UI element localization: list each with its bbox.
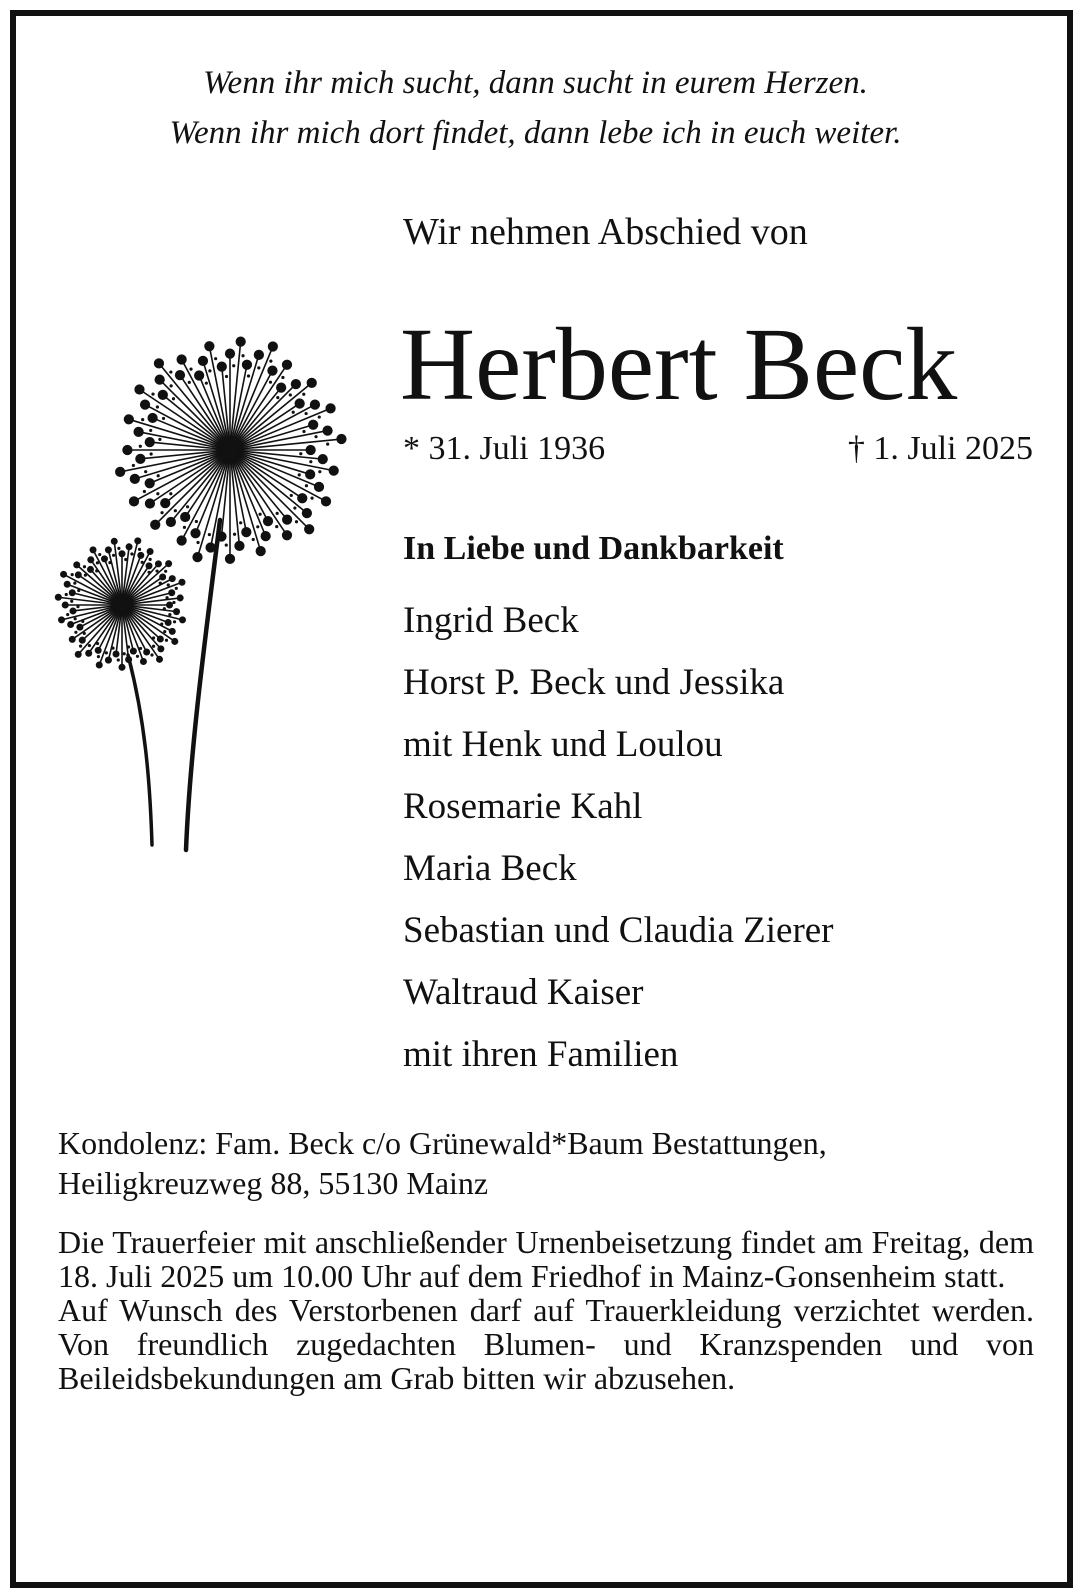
birth-date: * 31. Juli 1936 [403, 430, 606, 467]
service-details: Die Trauerfeier mit anschließender Urnenbeisetzung findet am Freitag, dem 18. Juli 2025 um 10.00 Uhr auf dem Friedhof in Mainz-Gonsenheim statt. [58, 1224, 1034, 1294]
motto-quote [0, 58, 1071, 158]
farewell-intro: Wir nehmen Abschied von [403, 211, 808, 253]
dandelion-flowers-icon [50, 320, 370, 865]
mourner-name: Horst P. Beck und Jessika [403, 662, 785, 703]
mourner-name: Maria Beck [403, 848, 577, 889]
service-request: Auf Wunsch des Verstorbenen darf auf Trauerkleidung verzichtet werden. Von freundlich zugedachten Blumen- und Kranzspenden und von Beileidsbekundungen am Grab bitten wir abzusehen. [58, 1292, 1034, 1396]
death-date: † 1. Juli 2025 [847, 430, 1033, 467]
motto-line-1: Wenn ihr mich sucht, dann sucht in eurem Herzen. [203, 65, 868, 101]
condolence-address [58, 1123, 1034, 1203]
mourners-list [403, 590, 834, 1086]
mourner-name: mit ihren Familien [403, 1034, 679, 1075]
deceased-name: Herbert Beck [400, 307, 958, 422]
small-dandelion-icon [55, 537, 186, 845]
funeral-service-info [58, 1225, 1034, 1395]
condolence-line-2: Heiligkreuzweg 88, 55130 Mainz [58, 1165, 489, 1201]
large-dandelion-icon [115, 337, 347, 850]
mourner-name: Sebastian und Claudia Zierer [403, 910, 834, 951]
mourners-heading: In Liebe und Dankbarkeit [403, 530, 784, 567]
condolence-line-1: Kondolenz: Fam. Beck c/o Grünewald*Baum Bestattungen, [58, 1125, 827, 1161]
mourner-name: Rosemarie Kahl [403, 786, 643, 827]
mourner-name: mit Henk und Loulou [403, 724, 723, 765]
motto-line-2: Wenn ihr mich dort findet, dann lebe ich in euch weiter. [169, 115, 902, 151]
mourner-name: Ingrid Beck [403, 600, 579, 641]
mourner-name: Waltraud Kaiser [403, 972, 644, 1013]
